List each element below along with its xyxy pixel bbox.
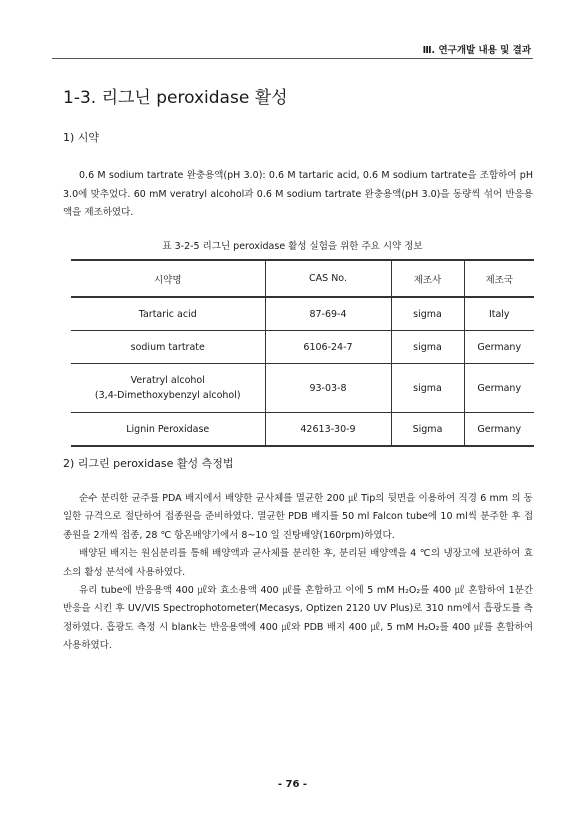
cell-reagent-name: Lignin Peroxidase <box>71 413 265 447</box>
reagent-paragraph: 0.6 M sodium tartrate 완충용액(pH 3.0): 0.6 M tartaric acid, 0.6 M sodium tartrate을 조합하여 pH 3.0에 맞추었다. 60 mM veratryl alcohol과 0.6 M sodium tartrate 완충용액(pH 3.0)을 동량씩 섞어 반응용액을 제조하였다. <box>63 170 533 218</box>
header-country: 제조국 <box>464 260 534 297</box>
reagent-heading: 1) 시약 <box>63 131 100 144</box>
cell-manufacturer: Sigma <box>391 413 464 447</box>
cell-country: Italy <box>464 297 534 331</box>
cell-reagent-name: Tartaric acid <box>71 297 265 331</box>
cell-cas-no: 93-03-8 <box>265 364 391 413</box>
reagent-name-line2: (3,4-Dimethoxybenzyl alcohol) <box>94 390 241 401</box>
table-row <box>71 364 534 413</box>
cell-cas-no: 87-69-4 <box>265 297 391 331</box>
cell-manufacturer: sigma <box>391 331 464 364</box>
header-reagent-name: 시약명 <box>71 260 265 297</box>
cell-reagent-name <box>71 364 265 413</box>
table-header-row <box>71 260 534 297</box>
chapter-header: Ⅲ. 연구개발 내용 및 결과 <box>422 45 531 56</box>
cell-country: Germany <box>464 413 534 447</box>
cell-cas-no: 42613-30-9 <box>265 413 391 447</box>
section-title: 1-3. 리그닌 peroxidase 활성 <box>63 88 288 108</box>
method-body <box>63 490 533 656</box>
header-cas-no: CAS No. <box>265 260 391 297</box>
page-number: - 76 - <box>277 779 308 790</box>
table-row <box>71 297 534 331</box>
cell-manufacturer: sigma <box>391 297 464 331</box>
cell-country: Germany <box>464 331 534 364</box>
header-manufacturer: 제조사 <box>391 260 464 297</box>
table-row <box>71 331 534 364</box>
cell-manufacturer: sigma <box>391 364 464 413</box>
method-paragraph-3: 유리 tube에 반응용액 400 ㎕와 효소용액 400 ㎕를 혼합하고 이에 5 mM H₂O₂를 400 ㎕ 혼합하여 1분간 반응을 시킨 후 UV/VIS Spectrophotometer(Mecasys, Optizen 2120 UV Plus)로 310 nm에서 흡광도를 측정하였다. 흡광도 측정 시 blank는 반응용액에 400 ㎕와 PDB 배지 400 ㎕, 5 mM H₂O₂를 400 ㎕를 혼합하여 사용하였다. <box>63 585 533 652</box>
method-paragraph-1: 순수 분리한 균주를 PDA 배지에서 배양한 균사체를 멸균한 200 ㎕ Tip의 뒷면을 이용하여 직경 6 mm 의 동일한 규격으로 절단하여 접종원을 준비하였다. 멸균한 PDB 배지를 50 ml Falcon tube에 10 ml씩 분주한 후 접종원을 2개씩 접종, 28 ℃ 항온배양기에서 8~10 일 진탕배양(160rpm)하였다. <box>63 493 533 541</box>
table-row <box>71 413 534 447</box>
header-divider <box>52 58 533 59</box>
table-caption: 표 3-2-5 리그닌 peroxidase 활성 실험을 위한 주요 시약 정보 <box>162 241 423 252</box>
cell-country: Germany <box>464 364 534 413</box>
cell-reagent-name: sodium tartrate <box>71 331 265 364</box>
reagent-name-line1: Veratryl alcohol <box>130 375 205 386</box>
method-paragraph-2: 배양된 배지는 원심분리를 통해 배양액과 균사체를 분리한 후, 분리된 배양액을 4 ℃의 냉장고에 보관하여 효소의 활성 분석에 사용하였다. <box>63 548 533 578</box>
reagent-table <box>71 259 534 447</box>
cell-cas-no: 6106-24-7 <box>265 331 391 364</box>
method-heading: 2) 리그린 peroxidase 활성 측정법 <box>63 457 234 470</box>
